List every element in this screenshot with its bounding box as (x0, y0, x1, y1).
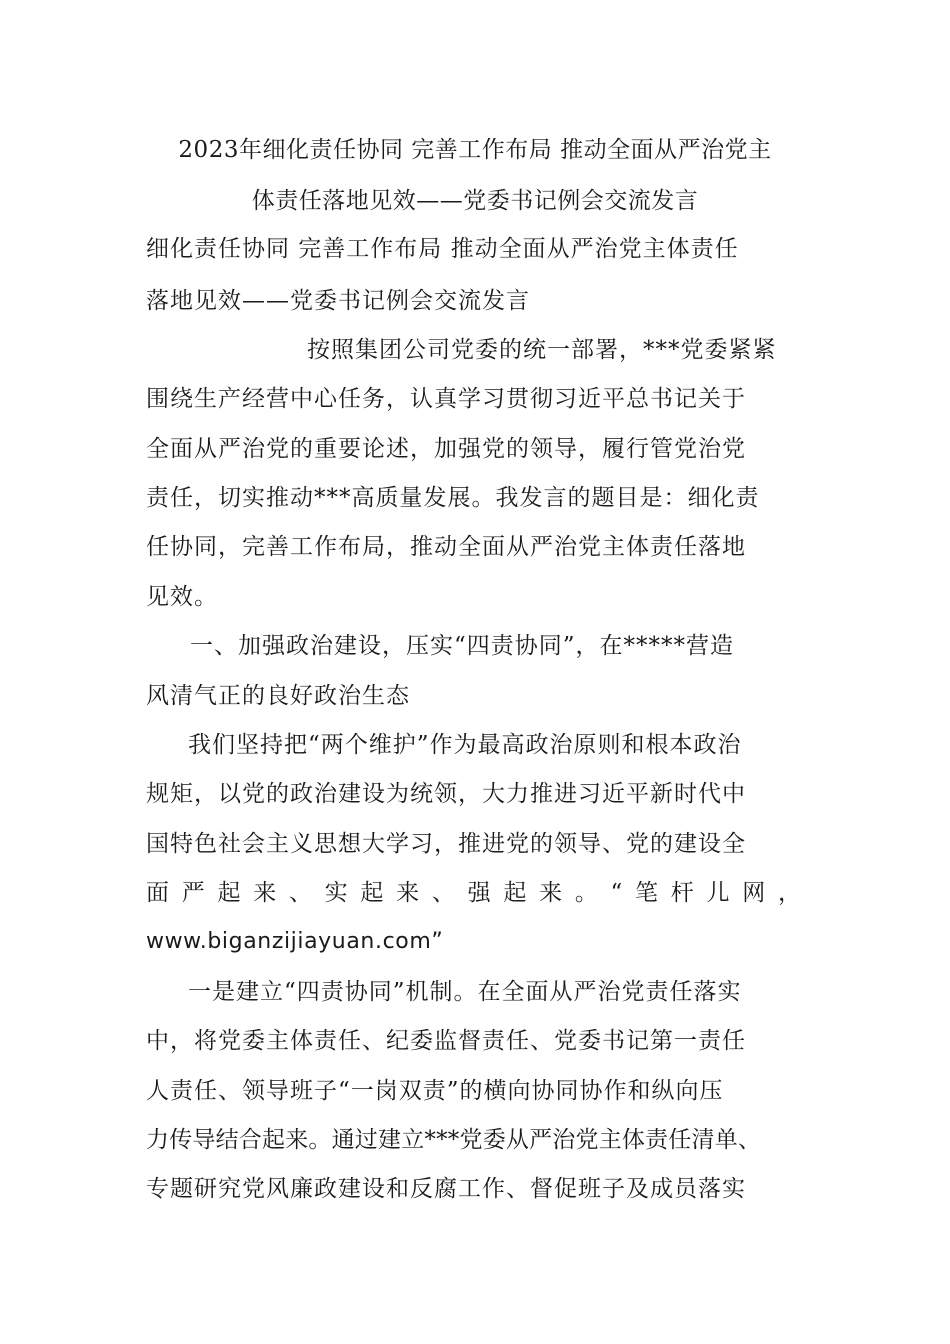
paragraph-2-line-4 (146, 876, 801, 910)
spaced-char: 。 (574, 880, 598, 906)
spaced-char: 起 (217, 880, 241, 906)
paragraph-3-line-3: 人责任、领导班子“一岗双责”的横向协同协作和纵向压 (146, 1078, 724, 1104)
section-heading-1-line-1: 一、加强政治建设，压实“四责协同”，在*****营造 (190, 633, 735, 659)
subtitle-line-2: 落地见效——党委书记例会交流发言 (146, 288, 530, 314)
spaced-char: 、 (288, 880, 312, 906)
spaced-char: 严 (181, 880, 205, 906)
spaced-char: 来 (539, 880, 563, 906)
title-line-2: 体责任落地见效——党委书记例会交流发言 (251, 188, 699, 214)
paragraph-3-line-5: 专题研究党风廉政建设和反腐工作、督促班子及成员落实 (146, 1176, 746, 1202)
spaced-char: 笔 (635, 880, 659, 906)
spaced-char: 来 (396, 880, 420, 906)
paragraph-3-line-1: 一是建立“四责协同”机制。在全面从严治党责任落实 (188, 979, 742, 1005)
paragraph-1-line-6: 见效。 (146, 584, 218, 610)
spaced-char: “ (610, 880, 623, 906)
paragraph-3-line-4: 力传导结合起来。通过建立***党委从严治党主体责任清单、 (146, 1127, 762, 1153)
spaced-char: 儿 (706, 880, 730, 906)
spaced-char: 强 (467, 880, 491, 906)
spaced-char: 起 (503, 880, 527, 906)
spaced-char: 面 (146, 880, 169, 906)
spaced-char: 网 (742, 880, 766, 906)
spaced-char: 、 (431, 880, 455, 906)
spaced-char: 实 (324, 880, 348, 906)
spaced-char: 杆 (670, 880, 694, 906)
paragraph-3-line-2: 中，将党委主体责任、纪委监督责任、党委书记第一责任 (146, 1028, 746, 1054)
paragraph-2-line-3: 国特色社会主义思想大学习，推进党的领导、党的建设全 (146, 831, 746, 857)
spaced-char: 来 (253, 880, 277, 906)
paragraph-1-line-1: 按照集团公司党委的统一部署，***党委紧紧 (307, 337, 777, 363)
section-heading-1-line-2: 风清气正的良好政治生态 (146, 683, 410, 709)
title-line-1: 2023年细化责任协同 完善工作布局 推动全面从严治党主 (178, 137, 772, 163)
paragraph-2-url: www.biganzijiayuan.com” (146, 929, 444, 954)
paragraph-2-line-1: 我们坚持把“两个维护”作为最高政治原则和根本政治 (188, 732, 742, 758)
spaced-char: ， (777, 880, 801, 906)
paragraph-1-line-2: 围绕生产经营中心任务，认真学习贯彻习近平总书记关于 (146, 386, 746, 412)
spaced-char: 起 (360, 880, 384, 906)
subtitle-line-1: 细化责任协同 完善工作布局 推动全面从严治党主体责任 (146, 236, 739, 262)
paragraph-1-line-4: 责任，切实推动***高质量发展。我发言的题目是：细化责 (146, 485, 760, 511)
paragraph-1-line-3: 全面从严治党的重要论述，加强党的领导，履行管党治党 (146, 436, 746, 462)
paragraph-2-line-2: 规矩，以党的政治建设为统领，大力推进习近平新时代中 (146, 781, 746, 807)
paragraph-1-line-5: 任协同，完善工作布局，推动全面从严治党主体责任落地 (146, 534, 746, 560)
